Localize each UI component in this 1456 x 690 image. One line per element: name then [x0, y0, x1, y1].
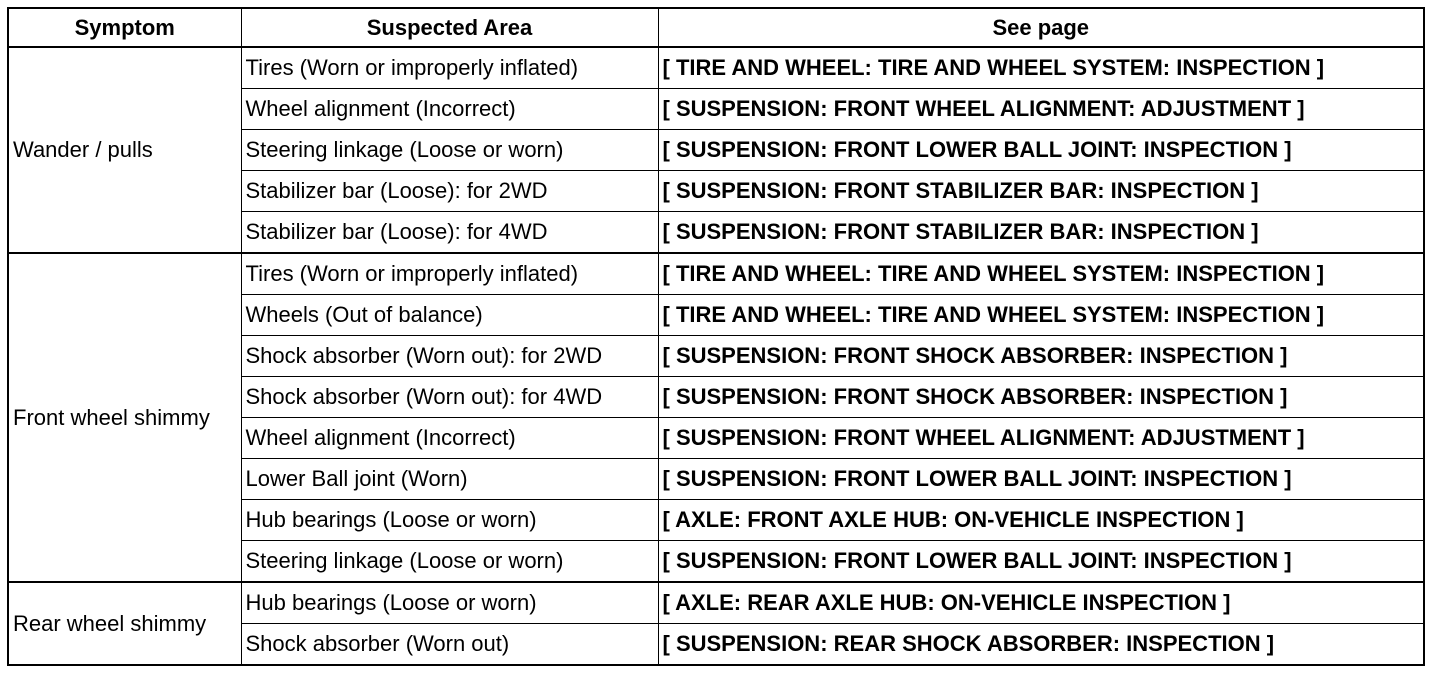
suspected-area-cell: Hub bearings (Loose or worn): [241, 500, 658, 541]
diagnosis-table: [7, 7, 1425, 666]
symptom-cell: Rear wheel shimmy: [8, 582, 241, 665]
symptom-cell: Front wheel shimmy: [8, 253, 241, 582]
suspected-area-cell: Shock absorber (Worn out): for 4WD: [241, 377, 658, 418]
suspected-area-cell: Wheel alignment (Incorrect): [241, 418, 658, 459]
table-row: [8, 47, 1424, 89]
see-page-link[interactable]: [ AXLE: FRONT AXLE HUB: ON-VEHICLE INSPECTION ]: [658, 500, 1424, 541]
see-page-link[interactable]: [ TIRE AND WHEEL: TIRE AND WHEEL SYSTEM: INSPECTION ]: [658, 295, 1424, 336]
see-page-link[interactable]: [ SUSPENSION: FRONT LOWER BALL JOINT: INSPECTION ]: [658, 130, 1424, 171]
header-symptom: Symptom: [8, 8, 241, 47]
suspected-area-cell: Tires (Worn or improperly inflated): [241, 253, 658, 295]
symptom-cell: Wander / pulls: [8, 47, 241, 253]
suspected-area-cell: Shock absorber (Worn out): [241, 624, 658, 666]
see-page-link[interactable]: [ SUSPENSION: FRONT SHOCK ABSORBER: INSPECTION ]: [658, 336, 1424, 377]
header-see-page: See page: [658, 8, 1424, 47]
see-page-link[interactable]: [ SUSPENSION: FRONT WHEEL ALIGNMENT: ADJUSTMENT ]: [658, 89, 1424, 130]
suspected-area-cell: Stabilizer bar (Loose): for 4WD: [241, 212, 658, 254]
suspected-area-cell: Tires (Worn or improperly inflated): [241, 47, 658, 89]
suspected-area-cell: Shock absorber (Worn out): for 2WD: [241, 336, 658, 377]
see-page-link[interactable]: [ SUSPENSION: FRONT STABILIZER BAR: INSPECTION ]: [658, 171, 1424, 212]
suspected-area-cell: Steering linkage (Loose or worn): [241, 130, 658, 171]
see-page-link[interactable]: [ TIRE AND WHEEL: TIRE AND WHEEL SYSTEM: INSPECTION ]: [658, 47, 1424, 89]
header-row: [8, 8, 1424, 47]
see-page-link[interactable]: [ SUSPENSION: FRONT STABILIZER BAR: INSPECTION ]: [658, 212, 1424, 254]
header-suspected-area: Suspected Area: [241, 8, 658, 47]
suspected-area-cell: Wheels (Out of balance): [241, 295, 658, 336]
see-page-link[interactable]: [ SUSPENSION: REAR SHOCK ABSORBER: INSPECTION ]: [658, 624, 1424, 666]
table-row: [8, 253, 1424, 295]
see-page-link[interactable]: [ SUSPENSION: FRONT LOWER BALL JOINT: INSPECTION ]: [658, 459, 1424, 500]
see-page-link[interactable]: [ AXLE: REAR AXLE HUB: ON-VEHICLE INSPECTION ]: [658, 582, 1424, 624]
see-page-link[interactable]: [ SUSPENSION: FRONT LOWER BALL JOINT: INSPECTION ]: [658, 541, 1424, 583]
suspected-area-cell: Hub bearings (Loose or worn): [241, 582, 658, 624]
suspected-area-cell: Steering linkage (Loose or worn): [241, 541, 658, 583]
suspected-area-cell: Wheel alignment (Incorrect): [241, 89, 658, 130]
see-page-link[interactable]: [ SUSPENSION: FRONT WHEEL ALIGNMENT: ADJUSTMENT ]: [658, 418, 1424, 459]
suspected-area-cell: Stabilizer bar (Loose): for 2WD: [241, 171, 658, 212]
suspected-area-cell: Lower Ball joint (Worn): [241, 459, 658, 500]
table-row: [8, 582, 1424, 624]
see-page-link[interactable]: [ SUSPENSION: FRONT SHOCK ABSORBER: INSPECTION ]: [658, 377, 1424, 418]
see-page-link[interactable]: [ TIRE AND WHEEL: TIRE AND WHEEL SYSTEM: INSPECTION ]: [658, 253, 1424, 295]
